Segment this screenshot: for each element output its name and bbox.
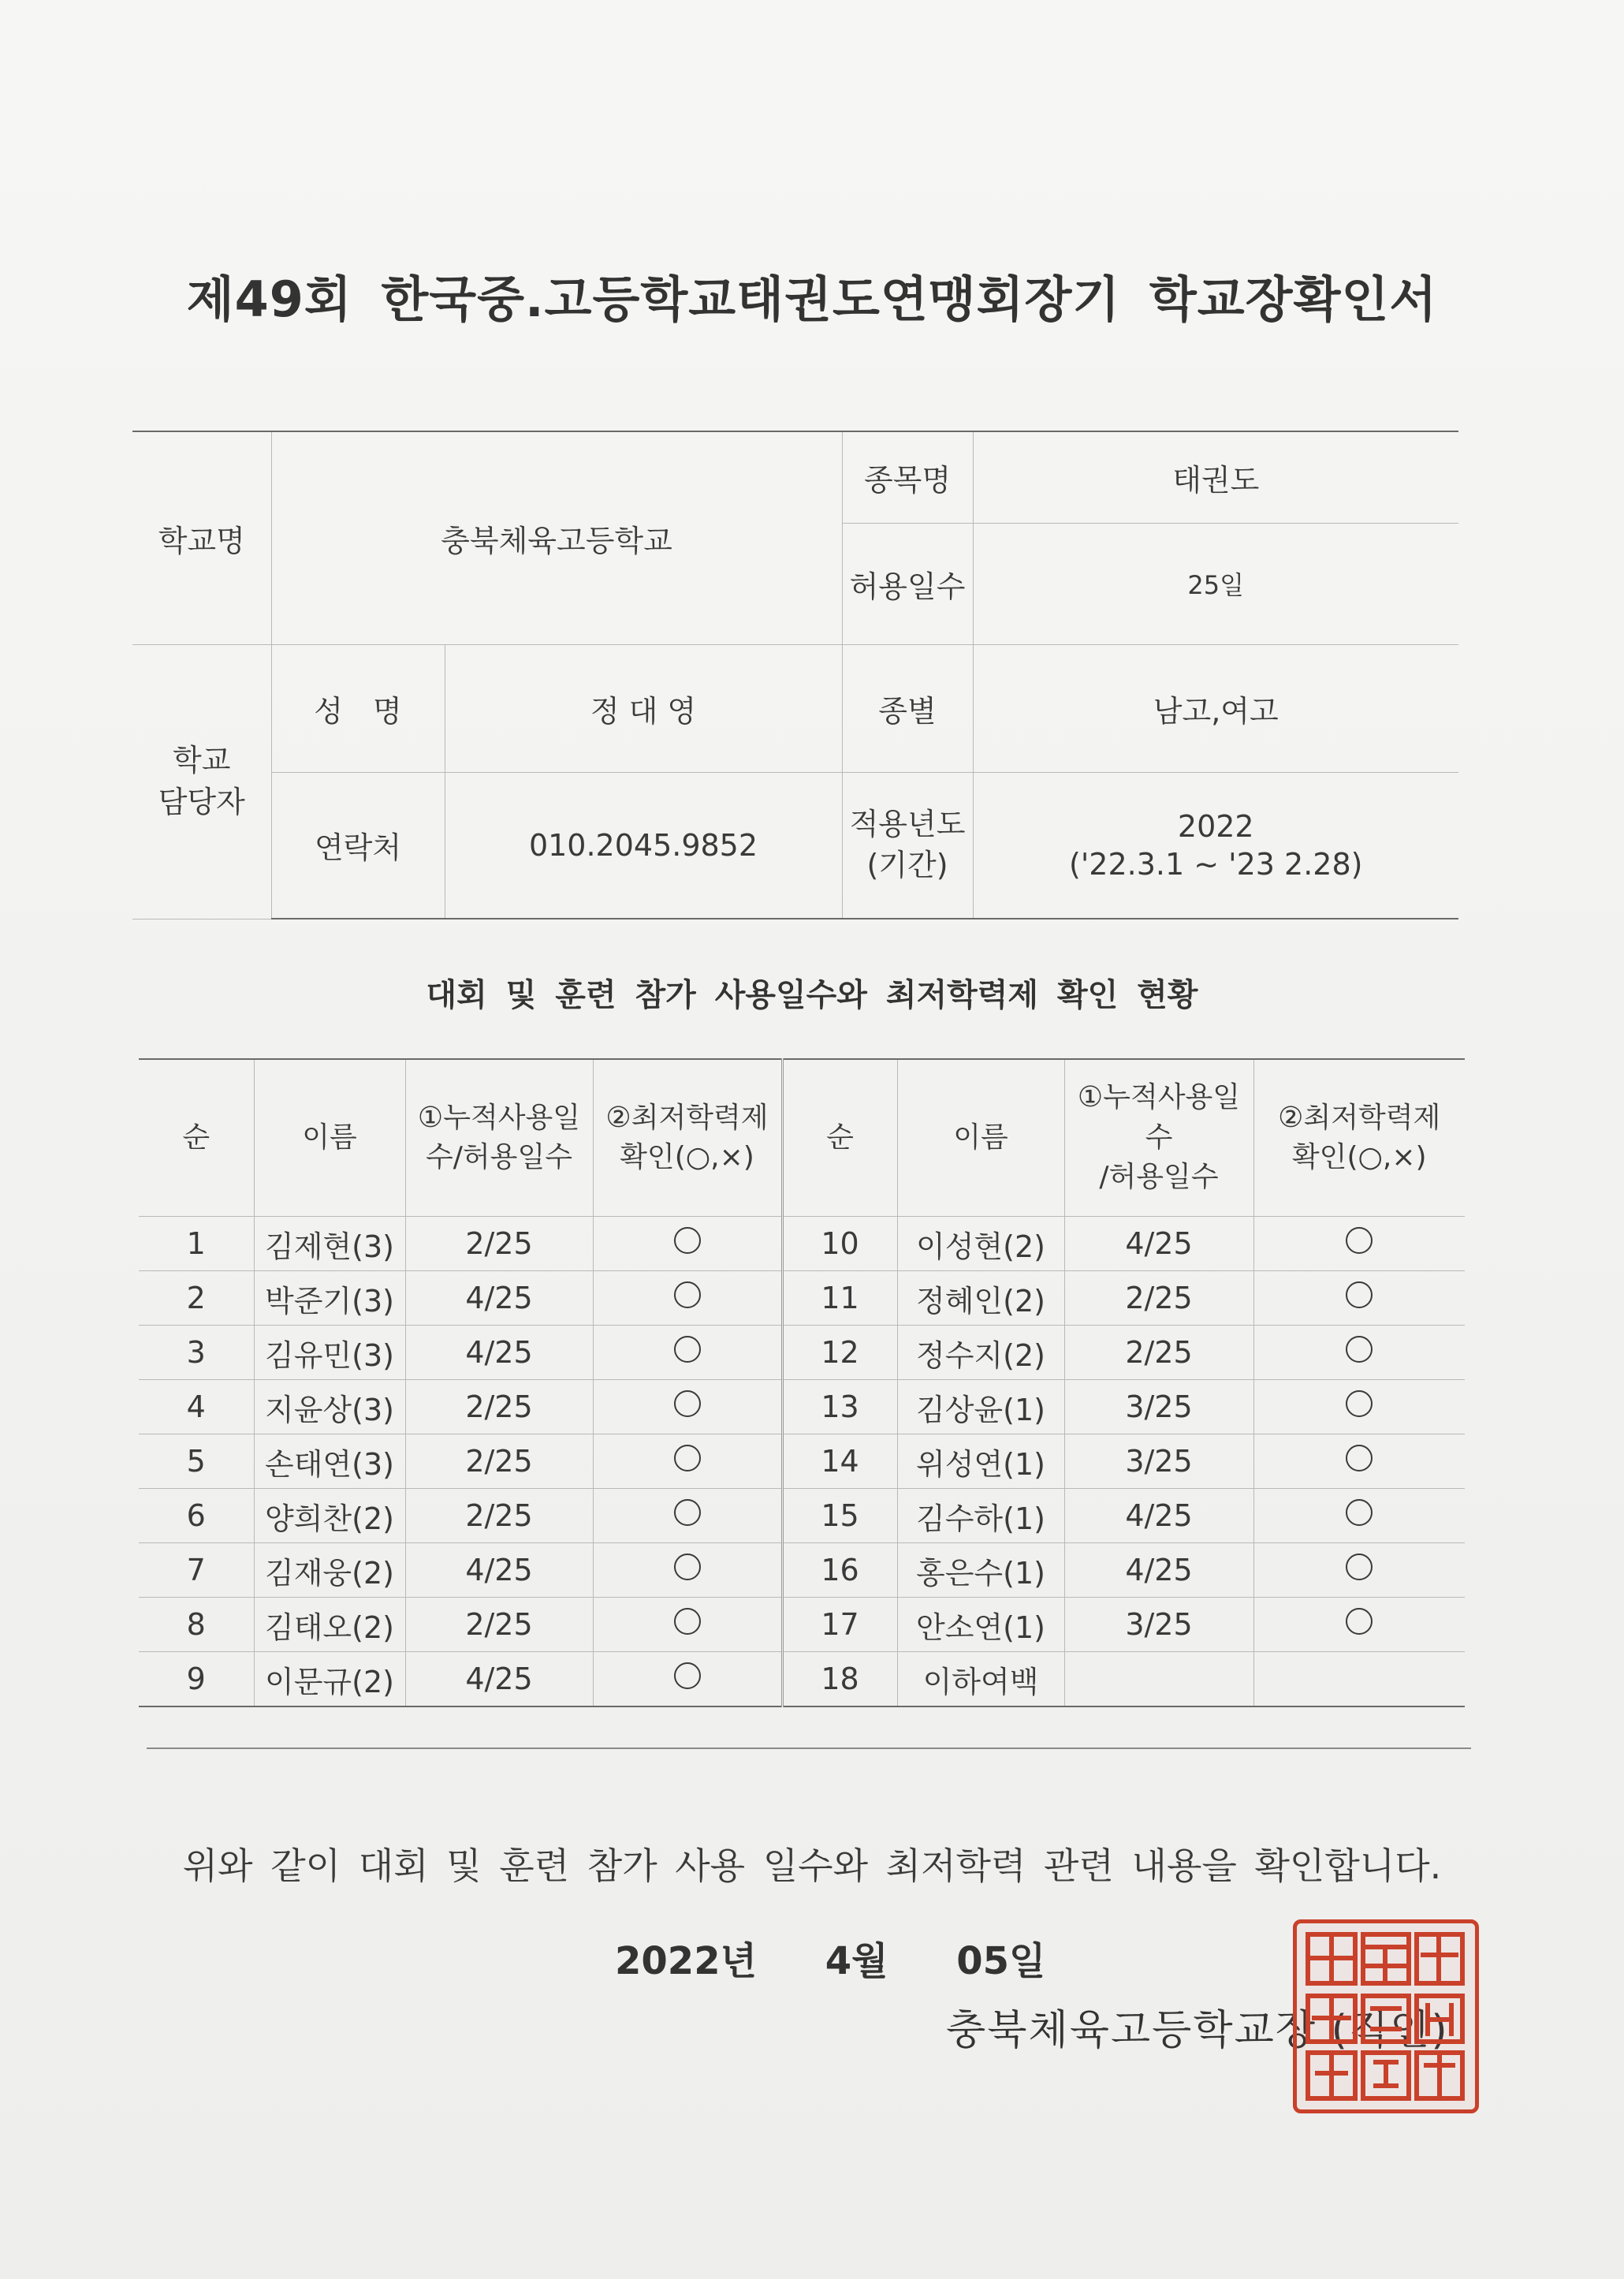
closing-statement: 위와 같이 대회 및 훈련 참가 사용 일수와 최저학력 관련 내용을 확인합니다. [182, 1844, 1442, 1887]
allowed-days-value: 25일 [973, 523, 1458, 644]
circle-mark-icon [674, 1499, 701, 1526]
category-label: 종별 [842, 644, 973, 772]
row-number-right: 18 [782, 1652, 897, 1707]
student-name-right: 안소연(1) [897, 1598, 1064, 1652]
days-used-right: 3/25 [1064, 1434, 1253, 1489]
row-number-right: 11 [782, 1271, 897, 1326]
table-row [139, 1652, 1465, 1707]
student-name-left: 손태연(3) [254, 1434, 405, 1489]
days-used-right: 3/25 [1064, 1598, 1253, 1652]
student-name-left: 박준기(3) [254, 1271, 405, 1326]
row-number-right: 10 [782, 1217, 897, 1271]
student-name-right: 홍은수(1) [897, 1543, 1064, 1598]
days-used-right: 4/25 [1064, 1543, 1253, 1598]
roster-table [139, 1058, 1465, 1707]
table-row [139, 1217, 1465, 1271]
row-number-left: 9 [139, 1652, 254, 1707]
allowed-days-label: 허용일수 [842, 523, 973, 644]
row-number-left: 3 [139, 1326, 254, 1380]
table-row [139, 1271, 1465, 1326]
date-year: 2022년 [615, 1939, 757, 1983]
header-check-left: ②최저학력제 확인(○,×) [593, 1059, 782, 1217]
days-used-right: 4/25 [1064, 1217, 1253, 1271]
circle-mark-icon [1346, 1554, 1373, 1580]
achievement-check-right [1253, 1271, 1465, 1326]
roster-subtitle: 대회 및 훈련 참가 사용일수와 최저학력제 확인 현황 [426, 977, 1198, 1013]
days-used-left: 2/25 [405, 1434, 593, 1489]
school-label: 학교명 [132, 431, 271, 644]
table-bottom-rule [147, 1747, 1471, 1749]
days-used-right: 4/25 [1064, 1489, 1253, 1543]
school-info-table [132, 431, 1458, 919]
header-name-right: 이름 [897, 1059, 1064, 1217]
date-day: 05일 [956, 1939, 1046, 1983]
year-label: 적용년도 (기간) [842, 772, 973, 919]
circle-mark-icon [674, 1281, 701, 1308]
circle-mark-icon [1346, 1608, 1373, 1635]
student-name-right: 이성현(2) [897, 1217, 1064, 1271]
circle-mark-icon [1346, 1499, 1373, 1526]
row-number-right: 17 [782, 1598, 897, 1652]
contact-group-label: 학교 담당자 [132, 644, 271, 919]
circle-mark-icon [1346, 1390, 1373, 1417]
days-used-left: 2/25 [405, 1217, 593, 1271]
circle-mark-icon [674, 1445, 701, 1471]
days-used-left: 4/25 [405, 1326, 593, 1380]
row-number-right: 14 [782, 1434, 897, 1489]
days-used-right: 2/25 [1064, 1326, 1253, 1380]
table-row [139, 1434, 1465, 1489]
official-seal-stamp [1293, 1919, 1479, 2113]
days-used-left: 4/25 [405, 1543, 593, 1598]
circle-mark-icon [674, 1336, 701, 1363]
roster-header-row [139, 1059, 1465, 1217]
phone-label: 연락처 [271, 772, 445, 919]
achievement-check-right [1253, 1217, 1465, 1271]
student-name-right: 김수하(1) [897, 1489, 1064, 1543]
phone-value: 010.2045.9852 [445, 772, 842, 919]
circle-mark-icon [674, 1554, 701, 1580]
achievement-check-left [593, 1543, 782, 1598]
days-used-right: 2/25 [1064, 1271, 1253, 1326]
year-cell [973, 772, 1458, 919]
student-name-left: 김재웅(2) [254, 1543, 405, 1598]
name-label: 성 명 [271, 644, 445, 772]
achievement-check-left [593, 1434, 782, 1489]
event-label: 종목명 [842, 431, 973, 523]
achievement-check-right [1253, 1434, 1465, 1489]
days-used-left: 2/25 [405, 1380, 593, 1434]
achievement-check-left [593, 1489, 782, 1543]
table-row [139, 1326, 1465, 1380]
days-used-left: 4/25 [405, 1271, 593, 1326]
header-days-left: ①누적사용일 수/허용일수 [405, 1059, 593, 1217]
name-value: 정 대 영 [445, 644, 842, 772]
table-row [139, 1489, 1465, 1543]
achievement-check-right [1253, 1489, 1465, 1543]
signer-line: 충북체육고등학교장 (직인) [946, 2007, 1449, 2054]
school-value: 충북체육고등학교 [271, 431, 842, 644]
student-name-left: 김유민(3) [254, 1326, 405, 1380]
row-number-left: 4 [139, 1380, 254, 1434]
achievement-check-left [593, 1598, 782, 1652]
period-value: ('22.3.1 ~ '23 2.28) [1069, 846, 1363, 882]
achievement-check-right [1253, 1543, 1465, 1598]
achievement-check-left [593, 1380, 782, 1434]
year-value: 2022 [1177, 808, 1254, 844]
circle-mark-icon [1346, 1445, 1373, 1471]
row-number-left: 7 [139, 1543, 254, 1598]
row-number-right: 12 [782, 1326, 897, 1380]
header-check-right: ②최저학력제 확인(○,×) [1253, 1059, 1465, 1217]
row-number-left: 2 [139, 1271, 254, 1326]
date-month: 4월 [825, 1939, 888, 1983]
achievement-check-left [593, 1217, 782, 1271]
student-name-right: 정수지(2) [897, 1326, 1064, 1380]
category-value: 남고,여고 [973, 644, 1458, 772]
student-name-right: 이하여백 [897, 1652, 1064, 1707]
student-name-right: 위성연(1) [897, 1434, 1064, 1489]
seal-glyphs-icon [1297, 1923, 1475, 2109]
row-number-left: 5 [139, 1434, 254, 1489]
achievement-check-left [593, 1652, 782, 1707]
circle-mark-icon [1346, 1227, 1373, 1254]
days-used-left: 2/25 [405, 1598, 593, 1652]
table-row [139, 1380, 1465, 1434]
days-used-left: 2/25 [405, 1489, 593, 1543]
row-number-left: 8 [139, 1598, 254, 1652]
student-name-left: 양희찬(2) [254, 1489, 405, 1543]
row-number-right: 15 [782, 1489, 897, 1543]
student-name-right: 김상윤(1) [897, 1380, 1064, 1434]
achievement-check-right [1253, 1380, 1465, 1434]
days-used-right [1064, 1652, 1253, 1707]
document-title: 제49회 한국중.고등학교태권도연맹회장기 학교장확인서 [186, 270, 1438, 328]
circle-mark-icon [1346, 1281, 1373, 1308]
achievement-check-left [593, 1271, 782, 1326]
table-row [139, 1543, 1465, 1598]
event-value: 태권도 [973, 431, 1458, 523]
achievement-check-right [1253, 1652, 1465, 1707]
circle-mark-icon [674, 1227, 701, 1254]
header-name-left: 이름 [254, 1059, 405, 1217]
row-number-right: 16 [782, 1543, 897, 1598]
student-name-left: 김태오(2) [254, 1598, 405, 1652]
header-no-right: 순 [782, 1059, 897, 1217]
student-name-left: 김제현(3) [254, 1217, 405, 1271]
days-used-right: 3/25 [1064, 1380, 1253, 1434]
header-no-left: 순 [139, 1059, 254, 1217]
circle-mark-icon [674, 1662, 701, 1689]
achievement-check-left [593, 1326, 782, 1380]
circle-mark-icon [674, 1608, 701, 1635]
days-used-left: 4/25 [405, 1652, 593, 1707]
header-days-right: ①누적사용일수 /허용일수 [1064, 1059, 1253, 1217]
circle-mark-icon [674, 1390, 701, 1417]
student-name-left: 이문규(2) [254, 1652, 405, 1707]
student-name-left: 지윤상(3) [254, 1380, 405, 1434]
row-number-right: 13 [782, 1380, 897, 1434]
achievement-check-right [1253, 1326, 1465, 1380]
achievement-check-right [1253, 1598, 1465, 1652]
row-number-left: 6 [139, 1489, 254, 1543]
table-row [139, 1598, 1465, 1652]
issue-date [615, 1930, 1045, 1985]
circle-mark-icon [1346, 1336, 1373, 1363]
student-name-right: 정혜인(2) [897, 1271, 1064, 1326]
row-number-left: 1 [139, 1217, 254, 1271]
